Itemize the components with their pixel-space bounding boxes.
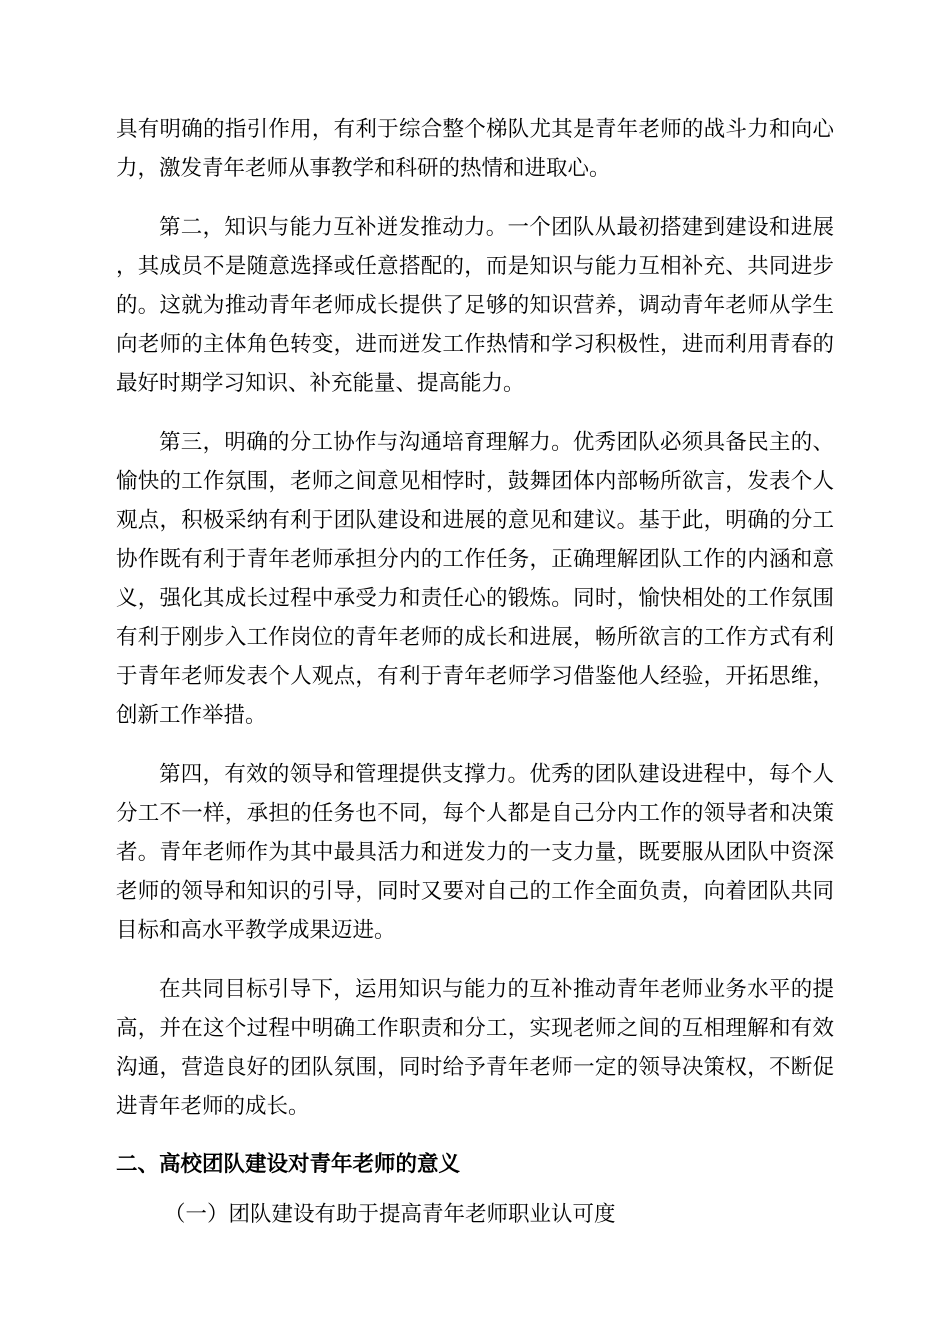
- section-heading: 二、高校团队建设对青年老师的意义: [116, 1152, 461, 1177]
- paragraph-summary: 在共同目标引导下，运用知识与能力的互补推动青年老师业务水平的提高，并在这个过程中明确工作职责和分工，实现老师之间的互相理解和有效沟通，营造良好的团队氛围，同时给予青年老师一定的领导决策权，不断促进青年老师的成长。: [116, 977, 834, 1119]
- paragraph-fourth-point: 第四，有效的领导和管理提供支撑力。优秀的团队建设进程中，每个人分工不一样，承担的任务也不同，每个人都是自己分内工作的领导者和决策者。青年老师作为其中最具活力和迸发力的一支力量，既要服从团队中资深老师的领导和知识的引导，同时又要对自己的工作全面负责，向着团队共同目标和高水平教学成果迈进。: [116, 762, 834, 943]
- paragraph-continuation: 具有明确的指引作用，有利于综合整个梯队尤其是青年老师的战斗力和向心力，激发青年老师从事教学和科研的热情和进取心。: [116, 117, 834, 181]
- subsection-heading: （一）团队建设有助于提高青年老师职业认可度: [164, 1202, 616, 1227]
- paragraph-second-point: 第二，知识与能力互补迸发推动力。一个团队从最初搭建到建设和进展，其成员不是随意选择或任意搭配的，而是知识与能力互相补充、共同进步的。这就为推动青年老师成长提供了足够的知识营养，调动青年老师从学生向老师的主体角色转变，进而迸发工作热情和学习积极性，进而利用青春的最好时期学习知识、补充能量、提高能力。: [116, 215, 834, 396]
- paragraph-third-point: 第三，明确的分工协作与沟通培育理解力。优秀团队必须具备民主的、愉快的工作氛围，老师之间意见相悖时，鼓舞团体内部畅所欲言，发表个人观点，积极采纳有利于团队建设和进展的意见和建议。基于此，明确的分工协作既有利于青年老师承担分内的工作任务，正确理解团队工作的内涵和意义，强化其成长过程中承受力和责任心的锻炼。同时，愉快相处的工作氛围有利于刚步入工作岗位的青年老师的成长和进展，畅所欲言的工作方式有利于青年老师发表个人观点，有利于青年老师学习借鉴他人经验，开拓思维，创新工作举措。: [116, 430, 834, 728]
- document-page: [116, 110, 834, 1233]
